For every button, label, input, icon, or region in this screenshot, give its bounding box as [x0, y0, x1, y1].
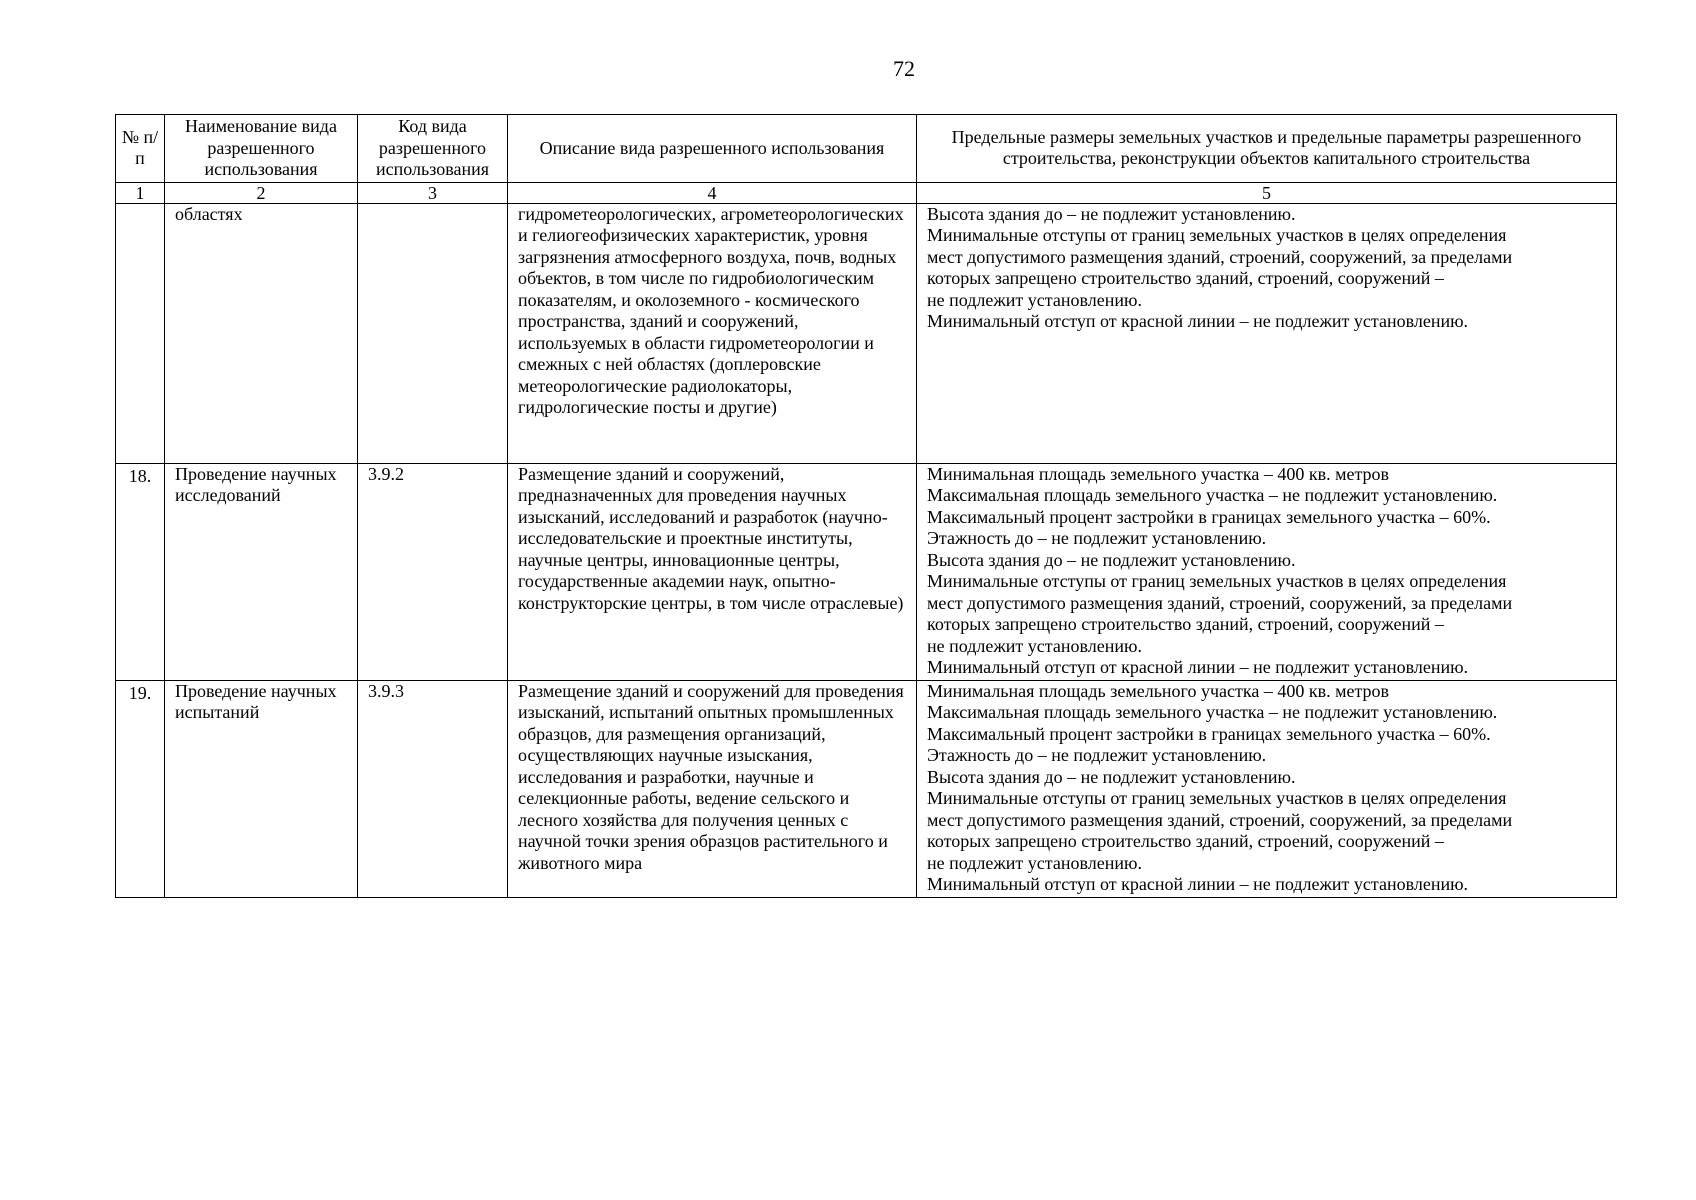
row-number: 19.	[116, 680, 165, 897]
column-number: 5	[917, 182, 1617, 203]
parameter-line: не подлежит установлению.	[927, 852, 1142, 873]
row-limit-parameters	[917, 680, 1617, 897]
column-number: 1	[116, 182, 165, 203]
table-header-row	[116, 115, 1617, 183]
column-number: 2	[165, 182, 358, 203]
header-use-description: Описание вида разрешенного использования	[508, 115, 917, 183]
column-number: 4	[508, 182, 917, 203]
parameter-line: которых запрещено строительство зданий, строений, сооружений –	[927, 614, 1444, 634]
parameter-line: мест допустимого размещения зданий, строений, сооружений, за пределами	[927, 809, 1513, 830]
parameter-line: Максимальный процент застройки в границах земельного участка – 60%.	[927, 723, 1491, 744]
row-use-name: Проведение научных исследований	[165, 463, 358, 680]
parameter-line: Максимальный процент застройки в границах земельного участка – 60%.	[927, 506, 1491, 527]
header-use-code: Код вида разрешенного использования	[358, 115, 508, 183]
parameter-line: Максимальная площадь земельного участка – не подлежит установлению.	[927, 702, 1498, 722]
table-row	[116, 463, 1617, 680]
table-row	[116, 680, 1617, 897]
row-use-description: гидрометеорологических, агрометеорологических и гелиогеофизических характеристик, уровня загрязнения атмосферного воздуха, почв, водных объектов, в том числе по гидробиологическим показателям, и околоземного - космического пространства, зданий и сооружений, используемых в области гидрометеорологии и смежных с ней областях (доплеровские метеорологические радиолокаторы, гидрологические посты и другие)	[508, 203, 917, 463]
row-use-name: областях	[165, 203, 358, 463]
parameter-line: Максимальная площадь земельного участка – не подлежит установлению.	[927, 485, 1498, 505]
row-limit-parameters	[917, 203, 1617, 463]
parameter-line: Минимальная площадь земельного участка – 400 кв. метров	[927, 680, 1390, 701]
parameter-line: Минимальный отступ от красной линии – не подлежит установлению.	[927, 311, 1469, 331]
parameter-line: Минимальный отступ от красной линии – не подлежит установлению.	[927, 657, 1469, 677]
land-use-table	[115, 114, 1617, 898]
parameter-line: Высота здания до – не подлежит установлению.	[927, 766, 1296, 787]
parameter-line: которых запрещено строительство зданий, строений, сооружений –	[927, 268, 1444, 288]
row-number	[116, 203, 165, 463]
parameter-line: Минимальный отступ от красной линии – не подлежит установлению.	[927, 874, 1469, 894]
row-use-description: Размещение зданий и сооружений, предназначенных для проведения научных изысканий, исследований и разработок (научно-исследовательские и проектные институты, научные центры, инновационные центры, государственные академии наук, опытно-конструкторские центры, в том числе отраслевые)	[508, 463, 917, 680]
row-use-description: Размещение зданий и сооружений для проведения изысканий, испытаний опытных промышленных образцов, для размещения организаций, осуществляющих научные изыскания, исследования и разработки, научные и селекционные работы, ведение сельского и лесного хозяйства для получения ценных с научной точки зрения образцов растительного и животного мира	[508, 680, 917, 897]
page-number: 72	[893, 56, 915, 81]
parameter-line: которых запрещено строительство зданий, строений, сооружений –	[927, 831, 1444, 851]
header-number: № п/п	[116, 115, 165, 183]
parameter-line: не подлежит установлению.	[927, 289, 1142, 310]
column-number: 3	[358, 182, 508, 203]
row-use-code	[358, 203, 508, 463]
parameter-line: Минимальные отступы от границ земельных участков в целях определения	[927, 788, 1507, 808]
parameter-line: Этажность до – не подлежит установлению.	[927, 745, 1267, 765]
parameter-line: не подлежит установлению.	[927, 635, 1142, 656]
row-number: 18.	[116, 463, 165, 680]
parameter-line: Минимальная площадь земельного участка – 400 кв. метров	[927, 463, 1390, 484]
header-limit-parameters: Предельные размеры земельных участков и предельные параметры разрешенного строительства, реконструкции объектов капитального строительства	[917, 115, 1617, 183]
row-limit-parameters	[917, 463, 1617, 680]
row-use-code: 3.9.2	[358, 463, 508, 680]
parameter-line: Минимальные отступы от границ земельных участков в целях определения	[927, 571, 1507, 591]
row-use-code: 3.9.3	[358, 680, 508, 897]
header-use-name: Наименование вида разрешенного использования	[165, 115, 358, 183]
table-row	[116, 203, 1617, 463]
row-use-name: Проведение научных испытаний	[165, 680, 358, 897]
parameter-line: мест допустимого размещения зданий, строений, сооружений, за пределами	[927, 246, 1513, 267]
column-numbers-row	[116, 182, 1617, 203]
parameter-line: мест допустимого размещения зданий, строений, сооружений, за пределами	[927, 592, 1513, 613]
parameter-line: Высота здания до – не подлежит установлению.	[927, 203, 1296, 224]
parameter-line: Высота здания до – не подлежит установлению.	[927, 549, 1296, 570]
parameter-line: Этажность до – не подлежит установлению.	[927, 528, 1267, 548]
parameter-line: Минимальные отступы от границ земельных участков в целях определения	[927, 225, 1507, 245]
